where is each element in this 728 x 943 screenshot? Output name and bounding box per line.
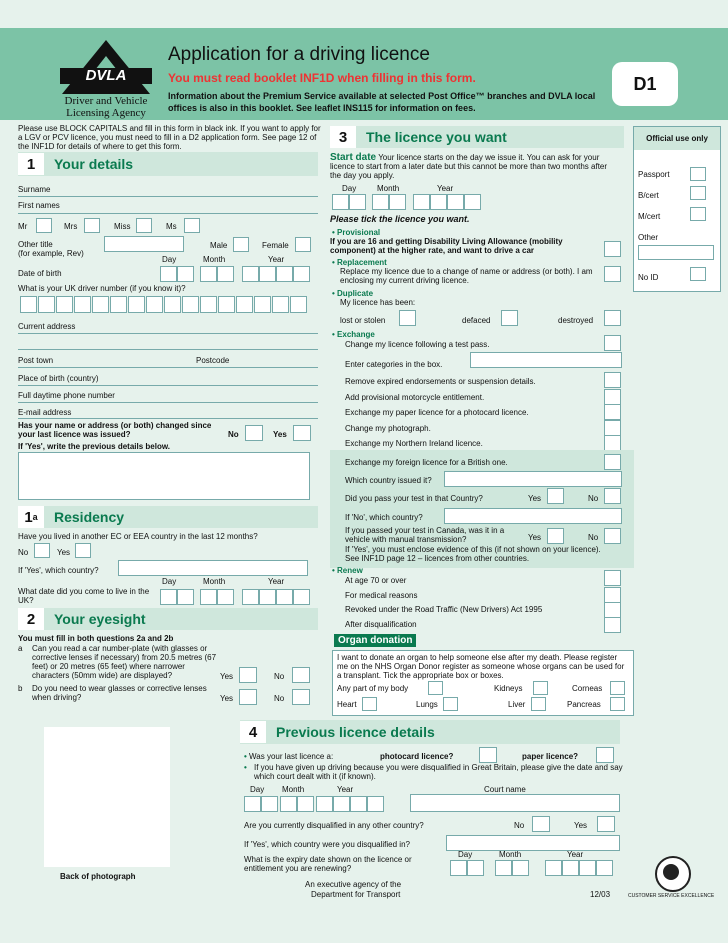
official-passport-checkbox[interactable] [690,167,706,181]
eyesight-a-no-checkbox[interactable] [292,667,310,683]
official-item-label: M/cert [638,212,661,221]
categories-input[interactable] [470,352,622,368]
title-mrs-checkbox[interactable] [84,218,100,233]
dob-year-label: Year [268,255,285,264]
renew-checkbox[interactable] [604,602,621,618]
section-number: 1 [18,153,44,175]
male-label: Male [210,241,228,250]
paper-label: paper licence? [522,752,579,761]
title-mrs-label: Mrs [64,222,78,231]
section-4-header [240,720,620,744]
dvla-logo [38,38,158,118]
previous-details-label: If 'Yes', write the previous details below. [18,442,170,451]
organ-corneas-checkbox[interactable] [610,681,625,695]
last-licence-question: • Was your last licence a: [244,752,334,761]
dob-month-label: Month [203,255,226,264]
photograph-label: Back of photograph [60,872,136,881]
renew-item: At age 70 or over [345,576,407,585]
bullet: • [244,763,247,772]
uk-date-month-label: Month [203,577,226,586]
court-name-input[interactable] [410,794,620,812]
organ-heart-checkbox[interactable] [362,697,377,711]
name-changed-yes-checkbox[interactable] [293,425,311,441]
official-item-label: Passport [638,170,670,179]
exchange-item: Enter categories in the box. [345,360,443,369]
renew-item: After disqualification [345,620,417,629]
surname-label: Surname [18,185,51,194]
other-disq-no-label: No [514,821,525,830]
replacement-desc: Replace my licence due to a change of name or address (or both). I am enclosing my current driving licence. [340,267,593,285]
exchange-checkbox[interactable] [604,389,621,405]
section-title: The licence you want [366,129,507,145]
start-day-label: Day [342,184,357,193]
surname-field[interactable] [18,196,318,197]
destroyed-checkbox[interactable] [604,310,621,326]
first-names-label: First names [18,201,60,210]
title-ms-label: Ms [166,222,177,231]
intro-text: Please use BLOCK CAPITALS and fill in this form in black ink. If you want to apply for a LGV or PCV licence, you must need to fill in a D2 application form. See page 12 of the INF1D for details of where to get this form. [18,124,321,151]
duplicate-desc: My licence has been: [340,298,416,307]
dob-label: Date of birth [18,269,62,278]
expiry-month-label: Month [499,850,522,859]
disq-day-label: Day [250,785,265,794]
first-names-field[interactable] [18,213,318,214]
logo-text: DVLA [85,67,127,84]
test-country-label: If 'No', which country? [345,513,423,522]
pass-test-no-label: No [588,494,599,503]
duplicate-heading: • Duplicate [332,289,374,298]
other-disq-no-checkbox[interactable] [532,816,550,832]
official-mcert-checkbox[interactable] [690,207,706,221]
pass-test-no-checkbox[interactable] [604,488,621,504]
female-checkbox[interactable] [295,237,311,252]
pass-test-question: Did you pass your test in that Country? [345,494,483,503]
defaced-checkbox[interactable] [501,310,518,326]
section-title: Your details [54,156,134,172]
residency-no-label: No [18,548,29,557]
renew-item: Revoked under the Road Traffic (New Drivers) Act 1995 [345,605,543,614]
organ-item-label: Liver [508,700,526,709]
title-mr-checkbox[interactable] [36,218,52,233]
eyesight-instruction: You must fill in both questions 2a and 2b [18,634,174,643]
exchange-checkbox[interactable] [604,372,621,388]
title-miss-checkbox[interactable] [136,218,152,233]
official-use-title: Official use only [634,127,720,150]
address-label: Current address [18,322,76,331]
official-item-label: B/cert [638,191,659,200]
official-other-input[interactable] [638,245,714,260]
canada-yes-label: Yes [528,533,542,542]
pass-test-yes-label: Yes [528,494,542,503]
exchange-checkbox[interactable] [604,335,621,351]
start-year-label: Year [437,184,454,193]
address-field-2[interactable] [18,349,318,350]
previous-details-input[interactable] [18,452,310,500]
eyesight-b-no-label: No [274,694,285,703]
uk-date-day-label: Day [162,577,177,586]
organ-kidneys-checkbox[interactable] [533,681,548,695]
exchange-item: Exchange my paper licence for a photocard licence. [345,408,529,417]
section-3-header [330,126,624,148]
form-code: D1 [612,62,678,106]
organ-item-label: Pancreas [567,700,601,709]
post-town-field[interactable] [18,367,318,368]
expiry-day-label: Day [458,850,473,859]
renew-checkbox[interactable] [604,617,621,633]
exchange-item: Remove expired endorsements or suspension details. [345,377,536,386]
official-noid-checkbox[interactable] [690,267,706,281]
warning-text: You must read booklet INF1D when filling in this form. [168,71,476,85]
section-title: Your eyesight [54,611,146,627]
postcode-label: Postcode [196,356,230,365]
section-2-header [18,608,318,630]
agency-line-1: Driver and Vehicle [64,95,148,107]
disqualified-question: If you have given up driving because you were disqualified in Great Britain, please give the date and say which court dealt with it (if known). [254,763,623,781]
other-disqualified-question: Are you currently disqualified in any other country? [244,821,424,830]
disq-country-label: If 'Yes', which country were you disqualified in? [244,840,410,849]
info-text: Information about the Premium Service available at selected Post Office™ branches and DVLA local offices is also in this booklet. See leaflet INS115 for information on fees. [168,91,596,113]
name-changed-question: Has your name or address (or both) changed since your last licence was issued? [18,421,212,439]
exchange-item: Change my licence following a test pass. [345,340,490,349]
organ-donation-desc: I want to donate an organ to help someone else after my death. Please register me on the NHS Organ Donor register as someone whose organs can be used for a transplant. Tick the appropriate box or boxes. [337,653,625,680]
residency-question: Have you lived in another EC or EEA country in the last 12 months? [18,532,258,541]
residency-yes-checkbox[interactable] [75,543,91,558]
section-number: 2 [18,608,44,630]
organ-lungs-checkbox[interactable] [443,697,458,711]
section-title: Residency [54,509,125,525]
eyesight-a-yes-label: Yes [220,672,234,681]
exchange-item: Exchange my Northern Ireland licence. [345,439,483,448]
provisional-checkbox[interactable] [604,241,621,257]
section-1-header [18,152,318,176]
form-version: 12/03 [590,890,611,899]
form-header [0,28,728,120]
organ-item-label: Any part of my body [337,684,409,693]
organ-item-label: Kidneys [494,684,523,693]
replacement-checkbox[interactable] [604,266,621,282]
renew-item: For medical reasons [345,591,418,600]
eyesight-b-no-checkbox[interactable] [292,689,310,705]
canada-yes-checkbox[interactable] [547,528,564,544]
provisional-desc: If you are 16 and getting Disability Living Allowance (mobility component) at the higher rate, and want to drive a car [330,237,563,255]
driver-number-label: What is your UK driver number (if you know it)? [18,284,186,293]
which-country-input[interactable] [444,471,622,487]
canada-no-checkbox[interactable] [604,528,621,544]
title-miss-label: Miss [114,222,131,231]
photograph-back[interactable] [44,727,170,867]
title-ms-checkbox[interactable] [184,218,200,233]
lost-label: lost or stolen [340,316,386,325]
which-country-label: Which country issued it? [345,476,432,485]
lost-checkbox[interactable] [399,310,416,326]
foreign-licence-label: Exchange my foreign licence for a British one. [345,458,508,467]
official-use-box [633,126,721,292]
canada-note: If 'Yes', you must enclose evidence of this (if not shown on your licence). See INF1D page 12 – licences from other countries. [345,545,601,563]
renew-checkbox[interactable] [604,570,621,586]
defaced-label: defaced [462,316,491,325]
canada-question: If you passed your test in Canada, was it in a vehicle with manual transmission? [345,526,505,544]
address-field-1[interactable] [18,333,318,334]
residency-country-input[interactable] [118,560,308,576]
customer-service-seal-icon [655,856,691,892]
organ-item-label: Heart [337,700,357,709]
uk-date-question: What date did you come to live in the UK? [18,587,150,605]
female-label: Female [262,241,289,250]
exchange-checkbox[interactable] [604,420,621,436]
agency-line: An executive agency of the [305,880,402,889]
organ-any-checkbox[interactable] [428,681,443,695]
residency-country-label: If 'Yes', which country? [18,566,99,575]
phone-field[interactable] [18,402,318,403]
expiry-question: What is the expiry date shown on the licence or entitlement you are renewing? [244,855,412,873]
organ-item-label: Lungs [416,700,438,709]
eyesight-b-yes-label: Yes [220,694,234,703]
eyesight-b-marker: b [18,684,23,693]
email-field[interactable] [18,418,318,419]
expiry-year-label: Year [567,850,584,859]
paper-checkbox[interactable] [596,747,614,763]
email-label: E-mail address [18,408,72,417]
exchange-item: Add provisional motorcycle entitlement. [345,393,485,402]
organ-liver-checkbox[interactable] [531,697,546,711]
other-disq-yes-label: Yes [574,821,588,830]
uk-date-year-label: Year [268,577,285,586]
replacement-heading: • Replacement [332,258,387,267]
agency-line-2: Licensing Agency [66,107,146,119]
department-line: Department for Transport [311,890,401,899]
other-disq-yes-checkbox[interactable] [597,816,615,832]
section-title: Previous licence details [276,724,435,740]
start-month-label: Month [377,184,400,193]
foreign-licence-checkbox[interactable] [604,454,621,470]
disq-month-label: Month [282,785,305,794]
destroyed-label: destroyed [558,316,594,325]
other-title-hint: (for example, Rev) [18,249,84,258]
section-number: 1 a [18,506,44,528]
eyesight-a-no-label: No [274,672,285,681]
organ-item-label: Corneas [572,684,603,693]
organ-donation-heading: Organ donation [334,634,416,647]
photocard-checkbox[interactable] [479,747,497,763]
name-changed-yes-label: Yes [273,430,287,439]
dob-day-label: Day [162,255,177,264]
residency-yes-label: Yes [57,548,71,557]
eyesight-b-yes-checkbox[interactable] [239,689,257,705]
exchange-heading: • Exchange [332,330,375,339]
official-item-label: No ID [638,273,659,282]
form-title: Application for a driving licence [168,44,430,65]
exchange-item: Change my photograph. [345,424,431,433]
renew-heading: • Renew [332,566,363,575]
section-1a-header [18,506,318,528]
place-of-birth-label: Place of birth (country) [18,374,99,383]
customer-service-text: CUSTOMER SERVICE EXCELLENCE [628,893,715,899]
section-number: 4 [240,721,266,743]
residency-no-checkbox[interactable] [34,543,50,558]
start-date-text: Start date Your licence starts on the day we issue it. You can ask for your licence to start from a later date but this cannot be more than two months after the day you apply. [330,152,608,180]
other-title-label: Other title [18,240,53,249]
official-bcert-checkbox[interactable] [690,186,706,200]
canada-no-label: No [588,533,599,542]
title-mr-label: Mr [18,222,28,231]
name-changed-no-checkbox[interactable] [245,425,263,441]
post-town-label: Post town [18,356,54,365]
tick-instruction: Please tick the licence you want. [330,214,470,224]
male-checkbox[interactable] [233,237,249,252]
place-of-birth-field[interactable] [18,385,318,386]
organ-pancreas-checkbox[interactable] [610,697,625,711]
eyesight-a-yes-checkbox[interactable] [239,667,257,683]
section-number: 3 [330,126,356,148]
official-item-label: Other [638,233,659,242]
eyesight-b-question: Do you need to wear glasses or corrective lenses when driving? [32,684,207,702]
pass-test-yes-checkbox[interactable] [547,488,564,504]
exchange-checkbox[interactable] [604,435,621,451]
other-title-input[interactable] [104,236,184,252]
test-country-input[interactable] [444,508,622,524]
phone-label: Full daytime phone number [18,391,115,400]
provisional-heading: • Provisional [332,228,381,237]
eyesight-a-question: Can you read a car number-plate (with glasses or corrective lenses if necessary) from 20.5 metres (67 feet) or 20 metres (65 feet) where narrower characters (50mm wide) are displayed? [32,644,217,680]
court-name-label: Court name [484,785,526,794]
name-changed-no-label: No [228,430,239,439]
photocard-label: photocard licence? [380,752,454,761]
disq-year-label: Year [337,785,354,794]
eyesight-a-marker: a [18,644,23,653]
renew-checkbox[interactable] [604,587,621,603]
disq-country-input[interactable] [446,835,620,851]
exchange-checkbox[interactable] [604,404,621,420]
